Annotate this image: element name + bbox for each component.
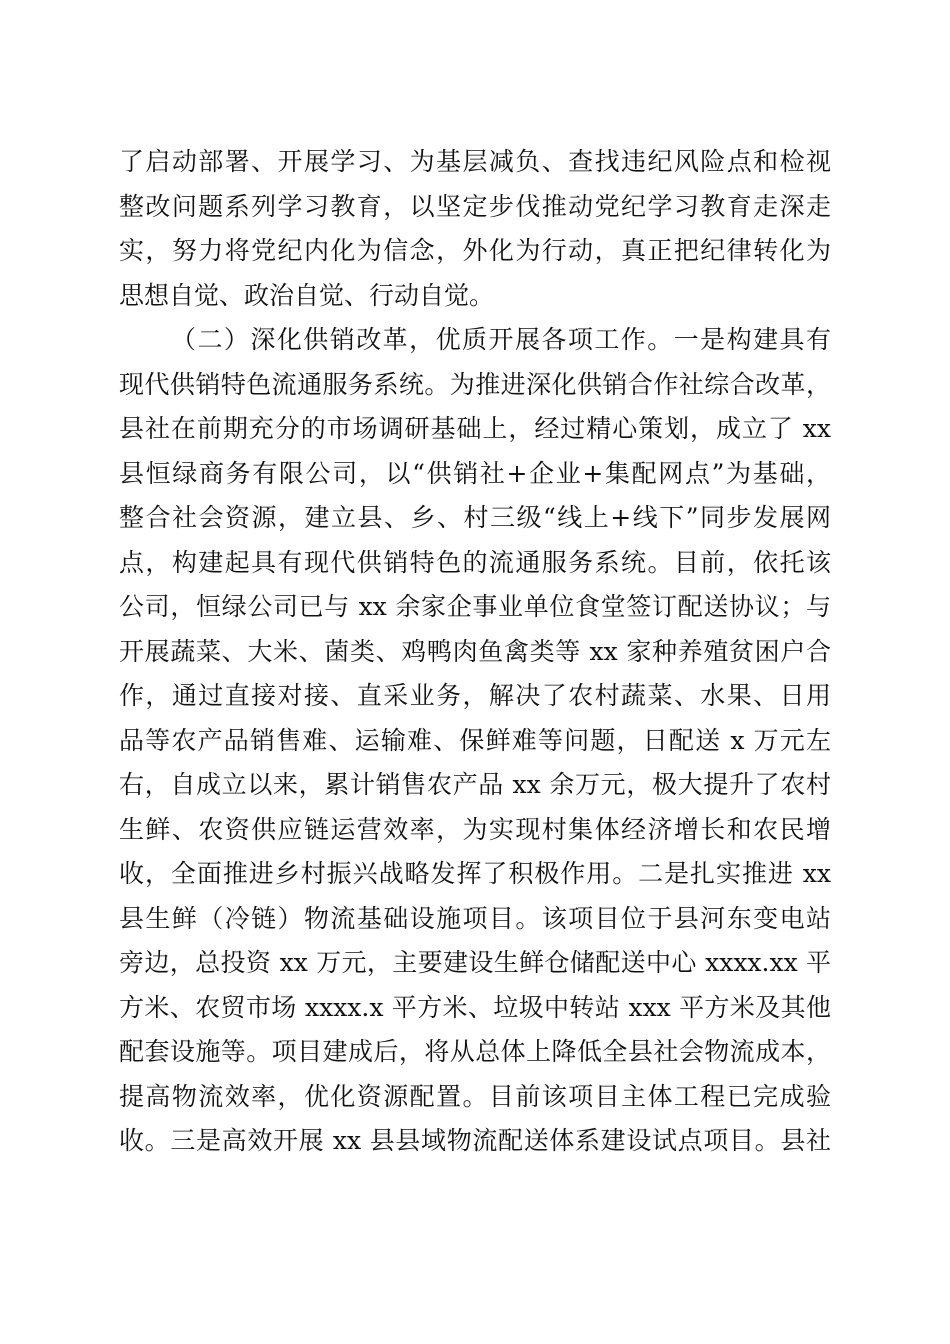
text-line: 县生鲜（冷链）物流基础设施项目。该项目位于县河东变电站	[119, 903, 831, 933]
text-line: 开展蔬菜、大米、菌类、鸡鸭肉鱼禽类等 xx 家种养殖贫困户合	[119, 636, 831, 666]
text-line: 现代供销特色流通服务系统。为推进深化供销合作社综合改革，	[119, 369, 831, 399]
text-line: 整合社会资源，建立县、乡、村三级“线上+线下”同步发展网	[119, 503, 831, 532]
text-line: 了启动部署、开展学习、为基层减负、查找违纪风险点和检视	[119, 147, 831, 176]
text-line: 配套设施等。项目建成后，将从总体上降低全县社会物流成本，	[119, 1037, 831, 1066]
text-line: 作，通过直接对接、直采业务，解决了农村蔬菜、水果、日用	[119, 681, 831, 710]
text-line: 品等农产品销售难、运输难、保鲜难等问题，日配送 x 万元左	[119, 725, 831, 755]
text-line: 旁边，总投资 xx 万元，主要建设生鲜仓储配送中心 xxxx.xx 平	[119, 948, 831, 977]
section-heading-line: （二）深化供销改革，优质开展各项工作。一是构建具有	[171, 325, 831, 354]
text-line: 县恒绿商务有限公司，以“供销社+企业+集配网点”为基础，	[119, 458, 831, 488]
text-line: 实，努力将党纪内化为信念，外化为行动，真正把纪律转化为	[119, 236, 831, 265]
text-line: 右，自成立以来，累计销售农产品 xx 余万元，极大提升了农村	[119, 770, 831, 799]
text-line: 整改问题系列学习教育，以坚定步伐推动党纪学习教育走深走	[119, 191, 831, 221]
text-line: 思想自觉、政治自觉、行动自觉。	[119, 280, 495, 310]
text-line: 公司，恒绿公司已与 xx 余家企事业单位食堂签订配送协议；与	[119, 592, 831, 621]
text-line: 点，构建起具有现代供销特色的流通服务系统。目前，依托该	[119, 547, 831, 577]
text-line: 县社在前期充分的市场调研基础上，经过精心策划，成立了 xx	[119, 414, 831, 443]
text-line: 提高物流效率，优化资源配置。目前该项目主体工程已完成验	[119, 1081, 831, 1111]
text-line: 收。三是高效开展 xx 县县域物流配送体系建设试点项目。县社	[119, 1126, 831, 1155]
body-text	[119, 140, 831, 1164]
text-line: 生鲜、农资供应链运营效率，为实现村集体经济增长和农民增	[119, 814, 831, 844]
text-line: 收，全面推进乡村振兴战略发挥了积极作用。二是扎实推进 xx	[119, 859, 831, 888]
text-line: 方米、农贸市场 xxxx.x 平方米、垃圾中转站 xxx 平方米及其他	[119, 992, 831, 1022]
